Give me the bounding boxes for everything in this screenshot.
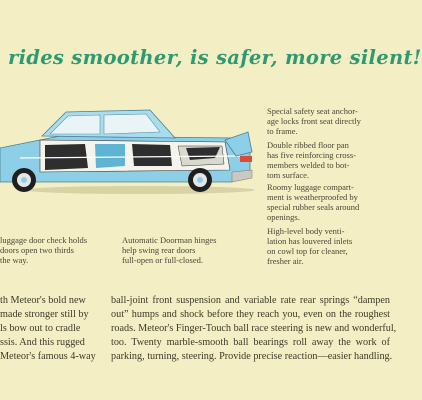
cutaway-sedan-illustration bbox=[0, 100, 260, 200]
brochure-page: rides smoother, is safer, more silent! Special safety seat anchor- age locks front seat directly to frame. Double ribbed floor pan has five reinforcing cross- members welded to bot- tom surface. Roomy luggage compart- ment is weatherproofed by special rubber seals around openings. High-level body venti- lation has louvered inlets on cowl top for cleaner, fresher air. luggage door check holds doors open two thirds the way. Automatic Doorman hinges help swing rear doors full-open or full-closed. th Meteor's bold new made stronger still by ls bow out to cradle ssis. And this rugged Meteor's famous 4-way ball-joint front suspension and variable rate rear springs “dampen out” humps and shock before they reach you, even on the roughest roads. Meteor's Finger-Touch ball race steering is new and wonderful, too. Twenty marble-smooth ball bearings roll away the work of parking, turning, steering. Provide precise reaction—easier handling. bbox=[0, 46, 422, 362]
body-text-left-column: th Meteor's bold new made stronger still by ls bow out to cradle ssis. And this rugged Meteor's famous 4-way bbox=[0, 295, 96, 362]
door-check-note: luggage door check holds doors open two thirds the way. bbox=[0, 235, 88, 265]
seat-anchorage-note: Special safety seat anchor- age locks front seat directly to frame. bbox=[267, 106, 361, 136]
luggage-compartment-note: Roomy luggage compart- ment is weatherproofed by special rubber seals around openings. bbox=[267, 182, 360, 222]
ventilation-note: High-level body venti- lation has louvered inlets on cowl top for cleaner, fresher air. bbox=[267, 226, 353, 266]
doorman-hinges-note: Automatic Doorman hinges help swing rear doors full-open or full-closed. bbox=[122, 235, 217, 265]
body-text-right-column: ball-joint front suspension and variable rate rear springs “dampen out” humps and shock before they reach you, even on the roughest roads. Meteor's Finger-Touch ball race steering is new and wonderful, too. Twenty marble-smooth ball bearings roll away the work of parking, turning, steering. Provide precise reaction—easier handling. bbox=[111, 295, 397, 362]
floor-pan-note: Double ribbed floor pan has five reinforcing cross- members welded to bot- tom surface. bbox=[267, 140, 356, 180]
